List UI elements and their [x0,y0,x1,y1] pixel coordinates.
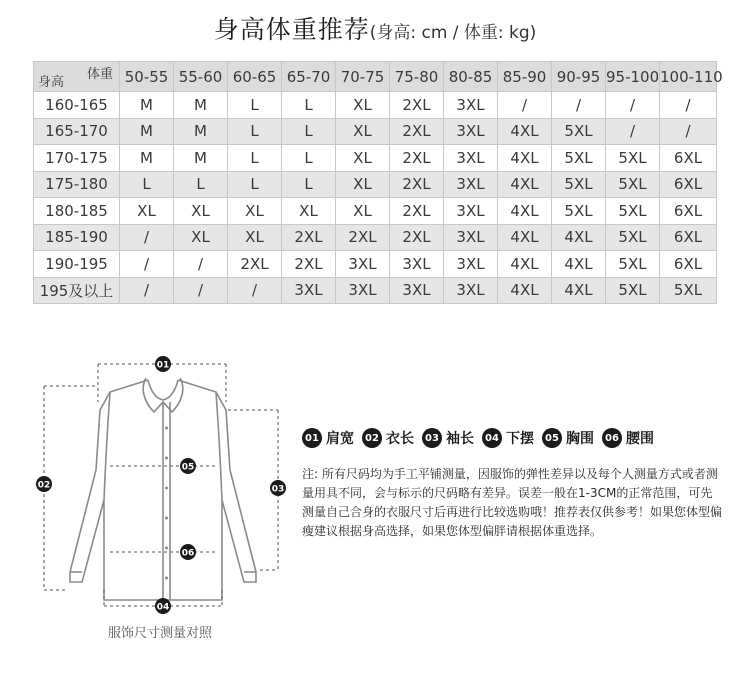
title-unit: (身高: cm / 体重: kg) [369,23,537,43]
size-cell: 3XL [282,277,336,304]
height-label-cell: 170-175 [34,145,120,172]
legend-item [362,428,414,448]
height-label-cell: 190-195 [34,251,120,278]
legend-label: 肩宽 [326,431,354,447]
legend-number-badge: 03 [422,428,442,448]
size-cell: / [606,118,660,145]
size-cell: 5XL [660,277,717,304]
size-cell: L [120,171,174,198]
diagram-markers [36,356,286,614]
table-row [34,224,717,251]
size-table [33,61,723,304]
size-cell: XL [228,224,282,251]
diagram-caption: 服饰尺寸测量对照 [107,626,212,641]
size-cell: 3XL [444,118,498,145]
weight-header-cell: 80-85 [444,62,498,92]
height-label-cell: 165-170 [34,118,120,145]
size-cell: 6XL [660,145,717,172]
size-cell: 5XL [606,277,660,304]
table-row [34,251,717,278]
size-cell: L [282,92,336,119]
legend-label: 胸围 [566,431,594,447]
legend-number-badge: 06 [602,428,622,448]
marker-06-text: 06 [181,548,195,559]
size-cell: XL [174,224,228,251]
measurement-note: 注: 所有尺码均为手工平铺测量，因服饰的弹性差异以及每个人测量方式或者测量用具不同，会与标示的尺码略有差异。误差一般在1-3CM的正常范围，可先测量自己合身的衣服尺寸后再进行比较选购哦！推荐表仅供参考！如果您体型偏瘦建议根据身高选择，如果您体型偏胖请根据体重选择。 [302,467,723,538]
size-cell: / [120,251,174,278]
size-cell: XL [336,198,390,225]
size-cell: / [660,118,717,145]
size-cell: / [228,277,282,304]
size-cell: 3XL [444,145,498,172]
height-label-cell: 180-185 [34,198,120,225]
size-cell: 3XL [444,224,498,251]
marker-05 [180,458,196,474]
size-cell: 3XL [444,171,498,198]
size-cell: 6XL [660,171,717,198]
legend-label: 袖长 [446,431,474,447]
marker-03-text: 03 [271,484,285,495]
size-cell: XL [336,92,390,119]
size-cell: XL [228,198,282,225]
size-cell: 3XL [390,251,444,278]
table-corner-cell [34,62,120,92]
size-cell: M [174,92,228,119]
weight-header-cell: 55-60 [174,62,228,92]
size-cell: L [228,118,282,145]
size-cell: 2XL [390,198,444,225]
weight-header-cell: 85-90 [498,62,552,92]
size-cell: 5XL [606,224,660,251]
height-label-cell: 195及以上 [34,277,120,304]
marker-03 [270,480,286,496]
size-cell: 4XL [552,251,606,278]
height-label-cell: 185-190 [34,224,120,251]
height-label-cell: 160-165 [34,92,120,119]
size-cell: 3XL [390,277,444,304]
size-cell: 2XL [336,224,390,251]
marker-04-text: 04 [156,602,170,613]
size-cell: 2XL [228,251,282,278]
size-cell: XL [120,198,174,225]
height-label-cell: 175-180 [34,171,120,198]
size-cell: XL [174,198,228,225]
size-cell: / [552,92,606,119]
shirt-diagram [0,350,330,650]
legend-number-badge: 04 [482,428,502,448]
size-cell: 3XL [444,92,498,119]
size-cell: L [174,171,228,198]
weight-header-cell: 65-70 [282,62,336,92]
size-cell: 3XL [336,277,390,304]
size-cell: 4XL [498,277,552,304]
size-cell: 2XL [390,171,444,198]
size-cell: / [174,251,228,278]
size-cell: M [174,145,228,172]
corner-height-label: 身高 [38,75,65,90]
weight-header-cell: 75-80 [390,62,444,92]
table-row [34,92,717,119]
size-cell: L [282,118,336,145]
size-cell: 4XL [498,251,552,278]
size-cell: 6XL [660,198,717,225]
size-cell: / [498,92,552,119]
marker-02-text: 02 [37,480,51,491]
size-cell: 2XL [390,118,444,145]
size-cell: / [120,277,174,304]
size-cell: M [120,118,174,145]
size-cell: 5XL [606,145,660,172]
size-cell: L [228,145,282,172]
legend-label: 腰围 [626,431,654,447]
measure-lines [44,364,278,606]
size-cell: XL [336,171,390,198]
marker-01-text: 01 [156,360,170,371]
marker-06 [180,544,196,560]
table-row [34,118,717,145]
size-cell: M [120,145,174,172]
size-cell: 4XL [498,198,552,225]
size-cell: 3XL [336,251,390,278]
legend-label: 衣长 [386,431,414,447]
size-cell: M [120,92,174,119]
corner-weight-label: 体重 [86,67,113,82]
legend-item [482,428,534,448]
size-cell: 4XL [498,171,552,198]
legend-number-badge: 05 [542,428,562,448]
size-cell: 4XL [498,224,552,251]
size-cell: 2XL [282,224,336,251]
size-cell: L [282,171,336,198]
legend-item [302,428,354,448]
size-cell: 2XL [390,145,444,172]
size-cell: 5XL [552,198,606,225]
legend-item [422,428,474,448]
size-cell: 5XL [552,145,606,172]
marker-05-text: 05 [181,462,195,473]
size-cell: 5XL [606,171,660,198]
measurement-diagram [0,350,330,650]
title-main: 身高体重推荐 [213,15,370,44]
size-cell: 6XL [660,251,717,278]
size-cell: / [660,92,717,119]
size-cell: 4XL [498,145,552,172]
marker-02 [36,476,52,492]
weight-header-cell: 60-65 [228,62,282,92]
measurement-legend [302,428,662,448]
weight-header-cell: 70-75 [336,62,390,92]
legend-item [602,428,654,448]
shirt-outline [70,378,256,600]
size-cell: 5XL [552,118,606,145]
size-cell: / [174,277,228,304]
size-cell: 4XL [498,118,552,145]
weight-header-cell: 90-95 [552,62,606,92]
marker-01 [155,356,171,372]
size-cell: XL [336,118,390,145]
weight-header-cell: 95-100 [606,62,660,92]
size-cell: 5XL [552,171,606,198]
size-cell: 4XL [552,224,606,251]
size-cell: 2XL [390,92,444,119]
size-cell: L [228,171,282,198]
weight-header-cell: 50-55 [120,62,174,92]
size-cell: L [282,145,336,172]
table-row [34,171,717,198]
size-cell: XL [282,198,336,225]
table-row [34,277,717,304]
size-cell: 5XL [606,251,660,278]
size-cell: 6XL [660,224,717,251]
size-cell: M [174,118,228,145]
legend-item [542,428,594,448]
size-cell: / [120,224,174,251]
button-dots [165,427,168,580]
size-cell: / [606,92,660,119]
table-row [34,145,717,172]
size-cell: 3XL [444,277,498,304]
legend-number-badge: 01 [302,428,322,448]
page-title [0,10,750,46]
legend-label: 下摆 [506,431,534,447]
size-cell: XL [336,145,390,172]
table-row [34,198,717,225]
size-cell: 5XL [606,198,660,225]
size-cell: 2XL [282,251,336,278]
size-cell: L [228,92,282,119]
size-cell: 2XL [390,224,444,251]
legend-number-badge: 02 [362,428,382,448]
size-cell: 3XL [444,198,498,225]
weight-header-cell: 100-110 [660,62,717,92]
table-header-row [34,62,717,92]
size-cell: 3XL [444,251,498,278]
size-cell: 4XL [552,277,606,304]
marker-04 [155,598,171,614]
